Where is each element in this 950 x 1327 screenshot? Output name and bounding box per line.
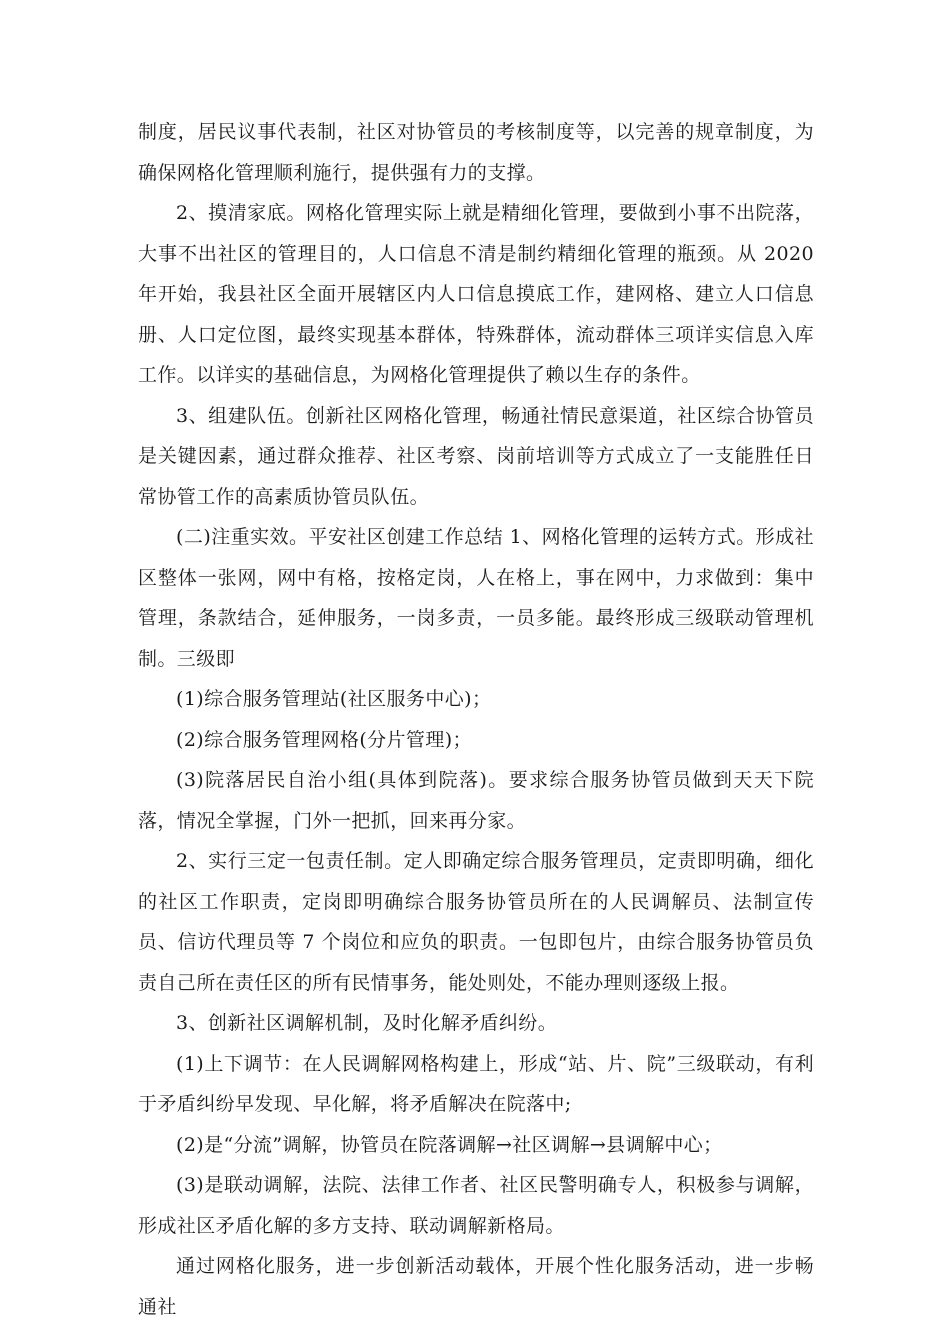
paragraph: 通过网格化服务，进一步创新活动载体，开展个性化服务活动，进一步畅通社	[138, 1255, 814, 1318]
list-item: (2)综合服务管理网格(分片管理)；	[176, 728, 472, 751]
paragraph: 制度，居民议事代表制，社区对协管员的考核制度等，以完善的规章制度，为确保网格化管理顺利施行，提供强有力的支撑。	[138, 121, 814, 184]
paragraph: 2、实行三定一包责任制。定人即确定综合服务管理员，定责即明确，细化的社区工作职责，定岗即明确综合服务协管员所在的人民调解员、法制宣传员、信访代理员等 7 个岗位和应负的职责。一包即包片，由综合服务协管员负责自己所在责任区的所有民情事务，能处则处，不能办理则逐级上报。	[138, 850, 814, 994]
document-body	[138, 112, 814, 1327]
paragraph: 3、创新社区调解机制，及时化解矛盾纠纷。	[176, 1012, 558, 1034]
paragraph: 3、组建队伍。创新社区网格化管理，畅通社情民意渠道，社区综合协管员是关键因素，通过群众推荐、社区考察、岗前培训等方式成立了一支能胜任日常协管工作的高素质协管员队伍。	[138, 404, 814, 508]
list-item: (1)综合服务管理站(社区服务中心)；	[176, 688, 492, 710]
list-item: (2)是“分流”调解，协管员在院落调解→社区调解→县调解中心；	[176, 1133, 723, 1156]
list-item: (3)是联动调解，法院、法律工作者、社区民警明确专人，积极参与调解，形成社区矛盾化解的多方支持、联动调解新格局。	[138, 1174, 814, 1237]
list-item: (3)院落居民自治小组(具体到院落)。要求综合服务协管员做到天天下院落，情况全掌握，门外一把抓，回来再分家。	[138, 769, 814, 832]
paragraph: 2、摸清家底。网格化管理实际上就是精细化管理，要做到小事不出院落，大事不出社区的管理目的，人口信息不清是制约精细化管理的瓶颈。从 2020 年开始，我县社区全面开展辖区内人口信息摸底工作，建网格、建立人口信息册、人口定位图，最终实现基本群体，特殊群体，流动群体三项详实信息入库工作。以详实的基础信息，为网格化管理提供了赖以生存的条件。	[138, 202, 814, 386]
list-item: (1)上下调节：在人民调解网格构建上，形成“站、片、院”三级联动，有利于矛盾纠纷早发现、早化解，将矛盾解决在院落中;	[138, 1052, 814, 1115]
paragraph: (二)注重实效。平安社区创建工作总结 1、网格化管理的运转方式。形成社区整体一张网，网中有格，按格定岗，人在格上，事在网中，力求做到：集中管理，条款结合，延伸服务，一岗多责，一员多能。最终形成三级联动管理机制。三级即	[138, 526, 814, 670]
